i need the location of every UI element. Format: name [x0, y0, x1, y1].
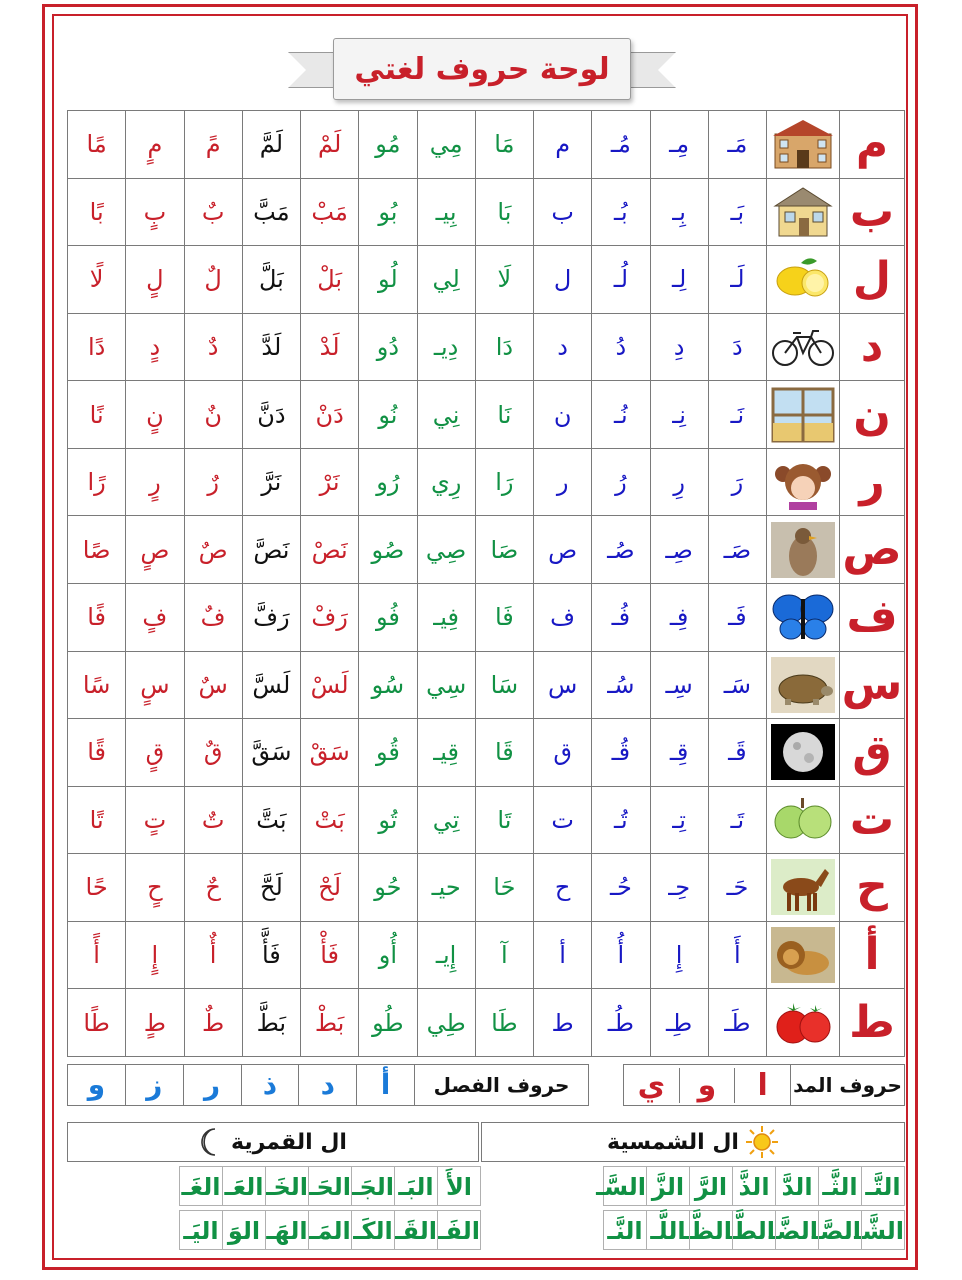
table-row: [68, 111, 905, 179]
syllable-cell: ق: [534, 719, 592, 787]
qamariya-item: القَـ: [394, 1210, 438, 1250]
syllable-cell: رُو: [359, 448, 417, 516]
syllable-cell: مً: [184, 111, 242, 179]
syllable-cell: قُو: [359, 719, 417, 787]
syllable-cell: تِـ: [650, 786, 708, 854]
table-row: [68, 854, 905, 922]
horse-picture: [771, 859, 835, 915]
syllable-cell: مُو: [359, 111, 417, 179]
syllable-cell: م: [534, 111, 592, 179]
fasl-letter: ر: [183, 1065, 241, 1105]
fasl-letter: د: [298, 1065, 356, 1105]
syllable-cell: سَا: [475, 651, 533, 719]
syllable-cell: لَمَّ: [242, 111, 300, 179]
syllable-cell: أٌ: [184, 921, 242, 989]
syllable-cell: لَدَّ: [242, 313, 300, 381]
shamsiya-item: السَّـ: [603, 1166, 647, 1206]
syllable-cell: نٍ: [126, 381, 184, 449]
syllable-cell: حُـ: [592, 854, 650, 922]
syllable-cell: فَـ: [708, 583, 766, 651]
syllable-cell: مٍ: [126, 111, 184, 179]
picture-cell: [767, 786, 840, 854]
shamsiya-item: التَّـ: [861, 1166, 905, 1206]
syllable-cell: حَا: [475, 854, 533, 922]
syllable-cell: فٌ: [184, 583, 242, 651]
syllable-cell: طٌ: [184, 989, 242, 1057]
picture-cell: [767, 313, 840, 381]
syllable-cell: مَا: [475, 111, 533, 179]
letter-cell: س: [840, 651, 905, 719]
syllable-cell: نِي: [417, 381, 475, 449]
syllable-cell: قُـ: [592, 719, 650, 787]
syllable-cell: بٍ: [126, 178, 184, 246]
syllable-cell: آ: [475, 921, 533, 989]
syllable-cell: أ: [534, 921, 592, 989]
syllable-cell: لًا: [68, 246, 126, 314]
syllable-cell: فَأْ: [301, 921, 359, 989]
syllable-cell: حًا: [68, 854, 126, 922]
syllable-cell: بِيـ: [417, 178, 475, 246]
shamsiya-item: الصَّـ: [818, 1210, 862, 1250]
letter-cell: ط: [840, 989, 905, 1057]
picture-cell: [767, 516, 840, 584]
butterfly-picture: [771, 589, 835, 645]
shamsiya-item: الدَّ: [775, 1166, 819, 1206]
syllable-cell: حَـ: [708, 854, 766, 922]
syllable-cell: ح: [534, 854, 592, 922]
syllable-cell: صَا: [475, 516, 533, 584]
syllable-cell: قِيـ: [417, 719, 475, 787]
syllable-cell: نَـ: [708, 381, 766, 449]
syllable-cell: نُو: [359, 381, 417, 449]
syllable-cell: ب: [534, 178, 592, 246]
syllable-cell: دُ: [592, 313, 650, 381]
picture-cell: [767, 651, 840, 719]
syllable-cell: فَأَّ: [242, 921, 300, 989]
syllable-cell: نٌ: [184, 381, 242, 449]
syllable-cell: طُو: [359, 989, 417, 1057]
picture-cell: [767, 719, 840, 787]
syllable-cell: دِ: [650, 313, 708, 381]
table-row: [68, 719, 905, 787]
picture-cell: [767, 448, 840, 516]
syllable-cell: لَحْ: [301, 854, 359, 922]
moon-picture: [771, 724, 835, 780]
syllable-cell: تًا: [68, 786, 126, 854]
madd-bar: [623, 1064, 905, 1106]
syllable-cell: مًا: [68, 111, 126, 179]
qamariya-item: البَـ: [394, 1166, 438, 1206]
syllable-cell: مِي: [417, 111, 475, 179]
syllable-cell: لَحَّ: [242, 854, 300, 922]
picture-cell: [767, 111, 840, 179]
syllable-cell: حُو: [359, 854, 417, 922]
syllable-cell: بُـ: [592, 178, 650, 246]
qamariya-item: الوَ: [222, 1210, 266, 1250]
syllable-cell: رَفْ: [301, 583, 359, 651]
shamsiya-item: الرَّ: [689, 1166, 733, 1206]
syllable-cell: إِيـ: [417, 921, 475, 989]
table-row: [68, 516, 905, 584]
syllable-cell: لَا: [475, 246, 533, 314]
table-row: [68, 178, 905, 246]
syllable-cell: مَـ: [708, 111, 766, 179]
shamsiya-item: الظَّـ: [689, 1210, 733, 1250]
shamsiya-item: الثَّـ: [818, 1166, 862, 1206]
syllable-cell: لٌ: [184, 246, 242, 314]
syllable-cell: لٍ: [126, 246, 184, 314]
letters-table: [67, 110, 905, 1057]
syllable-cell: رَفَّ: [242, 583, 300, 651]
syllable-cell: رَا: [475, 448, 533, 516]
letter-cell: ر: [840, 448, 905, 516]
syllable-cell: حيـ: [417, 854, 475, 922]
syllable-cell: مَبَّ: [242, 178, 300, 246]
shamsiya-item: الطَّـ: [732, 1210, 776, 1250]
syllable-cell: تَا: [475, 786, 533, 854]
syllable-cell: بَلَّ: [242, 246, 300, 314]
fasl-label-cell: [414, 1065, 588, 1105]
syllable-cell: طَا: [475, 989, 533, 1057]
syllable-cell: صًا: [68, 516, 126, 584]
qamariya-row-1: [180, 1166, 481, 1206]
picture-cell: [767, 246, 840, 314]
syllable-cell: قٍ: [126, 719, 184, 787]
house-picture: [771, 184, 835, 240]
picture-cell: [767, 583, 840, 651]
fasl-bar: [67, 1064, 589, 1106]
picture-cell: [767, 989, 840, 1057]
syllable-cell: لَسَّ: [242, 651, 300, 719]
syllable-cell: لَـ: [708, 246, 766, 314]
syllable-cell: صٌ: [184, 516, 242, 584]
syllable-cell: تٍ: [126, 786, 184, 854]
syllable-cell: سُـ: [592, 651, 650, 719]
picture-cell: [767, 178, 840, 246]
syllable-cell: فُـ: [592, 583, 650, 651]
qamariya-item: الكَـ: [351, 1210, 395, 1250]
syllable-cell: دٌ: [184, 313, 242, 381]
madd-letters: [624, 1065, 790, 1105]
qamariya-item: الحَـ: [308, 1166, 352, 1206]
syllable-cell: دَ: [708, 313, 766, 381]
letter-cell: ح: [840, 854, 905, 922]
table-row: [68, 583, 905, 651]
syllable-cell: مِـ: [650, 111, 708, 179]
syllable-cell: سِـ: [650, 651, 708, 719]
syllable-cell: بَطَّ: [242, 989, 300, 1057]
picture-cell: [767, 854, 840, 922]
apple-picture: [771, 792, 835, 848]
syllable-cell: فَا: [475, 583, 533, 651]
syllable-cell: بِـ: [650, 178, 708, 246]
shamsiya-label: ال الشمسية: [607, 1129, 739, 1155]
syllable-cell: فِيـ: [417, 583, 475, 651]
shamsiya-item: النَّـ: [603, 1210, 647, 1250]
syllable-cell: مَبْ: [301, 178, 359, 246]
shamsiya-row-1: [596, 1166, 905, 1206]
syllable-cell: نَصْ: [301, 516, 359, 584]
qamariya-header: [67, 1122, 479, 1162]
letter-cell: ب: [840, 178, 905, 246]
letter-cell: م: [840, 111, 905, 179]
syllable-cell: قَـ: [708, 719, 766, 787]
syllable-cell: بَتْ: [301, 786, 359, 854]
syllable-cell: بَتَّ: [242, 786, 300, 854]
syllable-cell: نًا: [68, 381, 126, 449]
lion-picture: [771, 927, 835, 983]
syllable-cell: صُـ: [592, 516, 650, 584]
fasl-letter: أ: [356, 1065, 414, 1105]
letter-cell: ل: [840, 246, 905, 314]
syllable-cell: طَـ: [708, 989, 766, 1057]
syllable-cell: دَا: [475, 313, 533, 381]
syllable-cell: بٌ: [184, 178, 242, 246]
syllable-cell: صِـ: [650, 516, 708, 584]
syllable-cell: تُـ: [592, 786, 650, 854]
syllable-cell: نُـ: [592, 381, 650, 449]
syllable-cell: طِي: [417, 989, 475, 1057]
syllable-cell: ت: [534, 786, 592, 854]
syllable-cell: تٌ: [184, 786, 242, 854]
fasl-letters: [68, 1065, 414, 1105]
syllable-cell: فًا: [68, 583, 126, 651]
shamsiya-item: الشَّـ: [861, 1210, 905, 1250]
syllable-cell: فُو: [359, 583, 417, 651]
syllable-cell: تَـ: [708, 786, 766, 854]
syllable-cell: لُـ: [592, 246, 650, 314]
syllable-cell: رُ: [592, 448, 650, 516]
syllable-cell: بَطْ: [301, 989, 359, 1057]
qamariya-item: الهَـ: [265, 1210, 309, 1250]
syllable-cell: سًا: [68, 651, 126, 719]
syllable-cell: مُـ: [592, 111, 650, 179]
madd-letter: و: [679, 1068, 735, 1103]
syllable-cell: قَا: [475, 719, 533, 787]
turtle-picture: [771, 657, 835, 713]
syllable-cell: طٍ: [126, 989, 184, 1057]
madd-letter: ي: [637, 1067, 666, 1103]
syllable-cell: بُو: [359, 178, 417, 246]
syllable-cell: تِي: [417, 786, 475, 854]
qamariya-item: اليَـ: [179, 1210, 223, 1250]
letter-cell: ن: [840, 381, 905, 449]
girl-picture: [771, 454, 835, 510]
syllable-cell: سَقْ: [301, 719, 359, 787]
syllable-cell: قِـ: [650, 719, 708, 787]
table-row: [68, 448, 905, 516]
syllable-cell: لَدْ: [301, 313, 359, 381]
syllable-cell: أَ: [708, 921, 766, 989]
shamsiya-row-2: [604, 1210, 905, 1250]
syllable-cell: س: [534, 651, 592, 719]
syllable-cell: دَنَّ: [242, 381, 300, 449]
madd-label-cell: [790, 1065, 904, 1105]
letter-cell: ص: [840, 516, 905, 584]
syllable-cell: رَ: [708, 448, 766, 516]
syllable-cell: نِـ: [650, 381, 708, 449]
syllable-cell: حٌ: [184, 854, 242, 922]
qamariya-item: المَـ: [308, 1210, 352, 1250]
syllable-cell: فِـ: [650, 583, 708, 651]
tomato-picture: [771, 995, 835, 1051]
syllable-cell: ط: [534, 989, 592, 1057]
qamariya-item: الأَ: [437, 1166, 481, 1206]
qamariya-row-2: [180, 1210, 481, 1250]
syllable-cell: رِي: [417, 448, 475, 516]
syllable-cell: رٍ: [126, 448, 184, 516]
qamariya-item: الغَـ: [179, 1166, 223, 1206]
picture-cell: [767, 921, 840, 989]
syllable-cell: سَقَّ: [242, 719, 300, 787]
syllable-cell: نَصَّ: [242, 516, 300, 584]
syllable-cell: صُو: [359, 516, 417, 584]
table-row: [68, 313, 905, 381]
falcon-picture: [771, 522, 835, 578]
syllable-cell: ر: [534, 448, 592, 516]
syllable-cell: ن: [534, 381, 592, 449]
shamsiya-item: الذَّ: [732, 1166, 776, 1206]
table-row: [68, 381, 905, 449]
madd-letter: ا: [734, 1068, 790, 1103]
syllable-cell: طِـ: [650, 989, 708, 1057]
fasl-label: حروف الفصل: [433, 1073, 570, 1097]
syllable-cell: د: [534, 313, 592, 381]
syllable-cell: طًا: [68, 989, 126, 1057]
bicycle-picture: [771, 319, 835, 375]
syllable-cell: ص: [534, 516, 592, 584]
syllable-cell: إِ: [650, 921, 708, 989]
qamariya-item: العَـ: [222, 1166, 266, 1206]
qamariya-item: الجَـ: [351, 1166, 395, 1206]
syllable-cell: رًا: [68, 448, 126, 516]
window-picture: [771, 387, 835, 443]
shamsiya-item: الزَّ: [646, 1166, 690, 1206]
madd-label: حروف المد: [793, 1073, 902, 1097]
syllable-cell: حٍ: [126, 854, 184, 922]
syllable-cell: دٍ: [126, 313, 184, 381]
syllable-cell: إٍ: [126, 921, 184, 989]
picture-cell: [767, 381, 840, 449]
syllable-cell: سَـ: [708, 651, 766, 719]
syllable-cell: لِي: [417, 246, 475, 314]
syllable-cell: صَـ: [708, 516, 766, 584]
syllable-cell: بًا: [68, 178, 126, 246]
letter-cell: ق: [840, 719, 905, 787]
qamariya-item: الخَـ: [265, 1166, 309, 1206]
sun-icon: [745, 1125, 779, 1159]
syllable-cell: أُ: [592, 921, 650, 989]
syllable-cell: بَا: [475, 178, 533, 246]
fasl-letter: ز: [125, 1065, 183, 1105]
fasl-letter: ذ: [241, 1065, 299, 1105]
shamsiya-header: [481, 1122, 905, 1162]
syllable-cell: طُـ: [592, 989, 650, 1057]
lam-section: [67, 1122, 905, 1260]
syllable-cell: بَلْ: [301, 246, 359, 314]
syllable-cell: رٌ: [184, 448, 242, 516]
syllable-cell: نَرَّ: [242, 448, 300, 516]
syllable-cell: تُو: [359, 786, 417, 854]
syllable-cell: لِـ: [650, 246, 708, 314]
syllable-cell: نَا: [475, 381, 533, 449]
syllable-cell: سٌ: [184, 651, 242, 719]
lemon-picture: [771, 251, 835, 307]
syllable-cell: لُو: [359, 246, 417, 314]
syllable-cell: بَـ: [708, 178, 766, 246]
shamsiya-item: اللَّـ: [646, 1210, 690, 1250]
syllable-cell: دَنْ: [301, 381, 359, 449]
table-row: [68, 989, 905, 1057]
school-picture: [771, 116, 835, 172]
syllable-cell: دُو: [359, 313, 417, 381]
syllable-cell: سُو: [359, 651, 417, 719]
fasl-letter: و: [87, 1068, 106, 1101]
syllable-cell: فٍ: [126, 583, 184, 651]
syllable-cell: قًا: [68, 719, 126, 787]
syllable-cell: دِيـ: [417, 313, 475, 381]
syllable-cell: سِي: [417, 651, 475, 719]
syllable-cell: أً: [68, 921, 126, 989]
syllable-cell: صٍ: [126, 516, 184, 584]
letter-cell: أ: [840, 921, 905, 989]
syllable-cell: لَمْ: [301, 111, 359, 179]
page-title: لوحة حروف لغتي: [354, 51, 610, 87]
syllable-cell: سٍ: [126, 651, 184, 719]
syllable-cell: حِـ: [650, 854, 708, 922]
table-row: [68, 246, 905, 314]
syllable-cell: رِ: [650, 448, 708, 516]
letter-cell: د: [840, 313, 905, 381]
qamariya-label: ال القمرية: [231, 1129, 347, 1155]
syllable-cell: قٌ: [184, 719, 242, 787]
table-row: [68, 786, 905, 854]
syllable-cell: نَرْ: [301, 448, 359, 516]
syllable-cell: دًا: [68, 313, 126, 381]
crescent-moon-icon: [199, 1127, 225, 1157]
letter-cell: ت: [840, 786, 905, 854]
table-row: [68, 651, 905, 719]
letter-cell: ف: [840, 583, 905, 651]
syllable-cell: صِي: [417, 516, 475, 584]
syllable-cell: ف: [534, 583, 592, 651]
syllable-cell: ل: [534, 246, 592, 314]
title-banner: [333, 38, 631, 100]
table-row: [68, 921, 905, 989]
syllable-cell: أُو: [359, 921, 417, 989]
syllable-cell: لَسْ: [301, 651, 359, 719]
shamsiya-item: الضَّـ: [775, 1210, 819, 1250]
qamariya-item: الفَـ: [437, 1210, 481, 1250]
